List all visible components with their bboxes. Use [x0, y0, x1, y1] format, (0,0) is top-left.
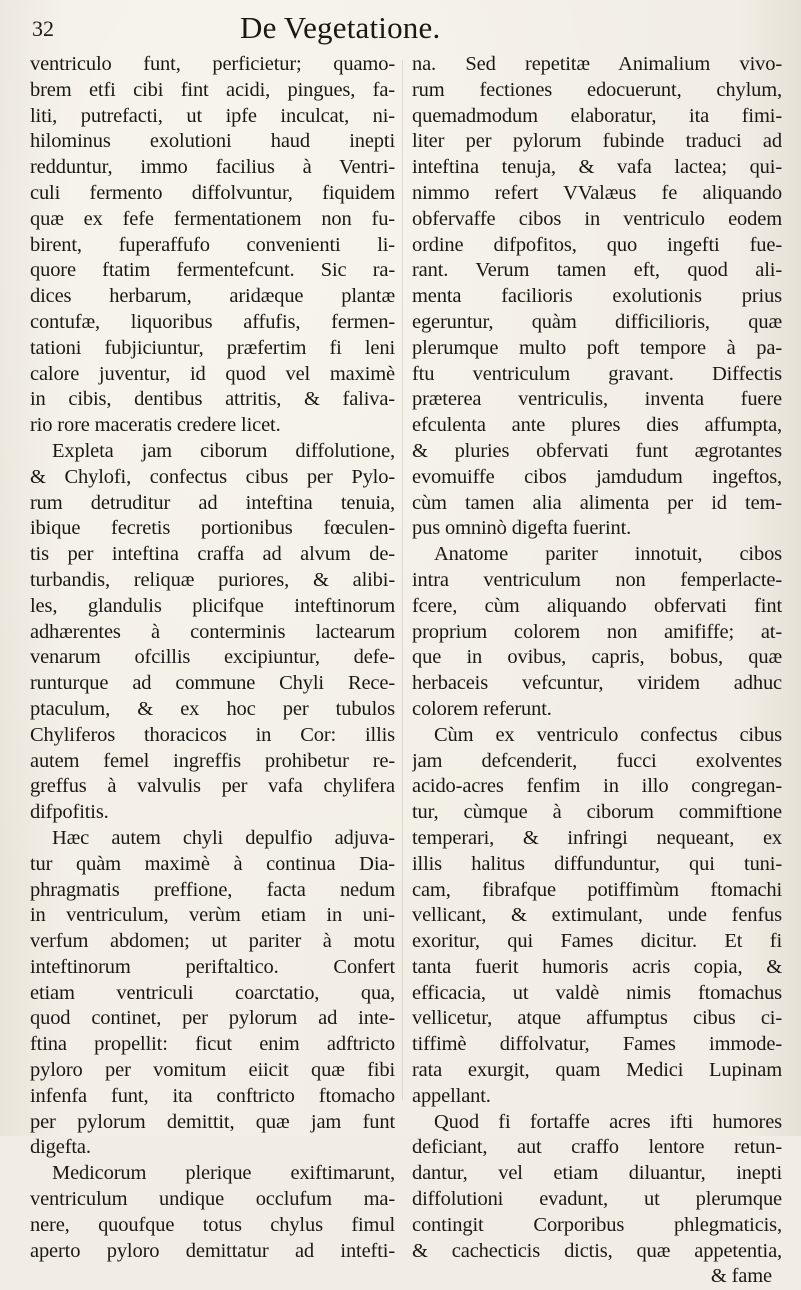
text-line: colorem referunt. — [412, 697, 552, 720]
text-line: jam defcenderit, fucci exolventes — [412, 749, 782, 772]
text-line: liti, putrefacti, ut ipfe inculcat, ni- — [30, 104, 395, 127]
text-line: rata exurgit, quam Medici Lupinam — [412, 1059, 782, 1082]
text-line: brem etfi cibi fint acidi, pingues, fa- — [30, 78, 395, 101]
text-line: les, glandulis plicifque inteftinorum — [30, 594, 395, 617]
text-line: tur quàm maximè à continua Dia- — [30, 852, 395, 875]
text-line: in ventriculum, verùm etiam in uni- — [30, 904, 395, 927]
text-line: vellicant, & extimulant, unde fenfus — [412, 904, 782, 927]
text-line: & fame — [710, 1265, 772, 1288]
text-line: Anatome pariter innotuit, cibos — [434, 543, 782, 566]
text-line: inteftina tenuja, & vafa lactea; qui- — [412, 156, 782, 179]
text-line: appellant. — [412, 1084, 491, 1107]
text-line: obfervaffe cibos in ventriculo eodem — [412, 207, 782, 230]
text-line: tanta fuerit humoris acris copia, & — [412, 955, 782, 978]
text-line: cùm tamen alia alimenta per id tem- — [412, 491, 782, 514]
text-line: cam, fibrafque potiffimùm ftomachi — [412, 878, 782, 901]
text-line: que in ovibus, capris, bobus, quæ — [412, 646, 782, 669]
text-line: rant. Verum tamen eft, quod ali- — [412, 259, 782, 282]
text-line: & pluries obfervati funt ægrotantes — [412, 439, 782, 462]
text-line: proprium colorem non amififfe; at- — [412, 620, 782, 643]
text-line: tur, cùmque à ciborum commiftione — [412, 801, 782, 824]
text-line: quore ftatim fermentefcunt. Sic ra- — [30, 259, 395, 282]
text-line: ftina propellit: ficut enim adftricto — [30, 1033, 395, 1056]
text-line: calore juventur, id quod vel maximè — [30, 362, 395, 385]
text-line: hilominus exolutioni haud inepti — [30, 130, 395, 153]
page-header — [0, 10, 801, 46]
text-line: exoritur, qui Fames dicitur. Et fi — [412, 930, 782, 953]
text-line: intra ventriculum non femperlacte- — [412, 568, 782, 591]
text-line: herbaceis vefcuntur, viridem adhuc — [412, 672, 782, 695]
text-line: quemadmodum elaboratur, ita fimi- — [412, 104, 782, 127]
text-line: illis halitus diffunduntur, qui tuni- — [412, 852, 782, 875]
text-line: egeruntur, quàm difficilioris, quæ — [412, 310, 782, 333]
right-text-column — [412, 52, 782, 1290]
text-line: nere, quoufque totus chylus fimul — [30, 1213, 395, 1236]
text-line: rum detruditur ad inteftina tenuia, — [30, 491, 395, 514]
text-line: ventriculo funt, perficietur; quamo- — [30, 53, 395, 75]
text-line: quod continet, per pylorum ad inte- — [30, 1007, 395, 1030]
text-line: Quod fi fortaffe acres ifti humores — [434, 1110, 782, 1133]
text-line: redduntur, immo facilius à Ventri- — [30, 156, 395, 179]
column-divider — [402, 60, 403, 1100]
text-line: adhærentes à conterminis lactearum — [30, 620, 395, 643]
text-line: tis per inteftina craffa ad alvum de- — [30, 543, 395, 566]
text-line: runturque ad commune Chyli Rece- — [30, 672, 395, 695]
text-line: rum fectiones edocuerunt, chylum, — [412, 78, 782, 101]
page-number: 32 — [32, 16, 54, 41]
text-line: contufæ, liquoribus affufis, fermen- — [30, 310, 395, 333]
text-line: temperari, & infringi nequeant, ex — [412, 826, 782, 849]
text-line: evomuiffe cibos jamdudum ingeftos, — [412, 465, 782, 488]
text-line: greffus à valvulis per vafa chylifera — [30, 775, 395, 798]
text-line: in cibis, dentibus attritis, & faliva- — [30, 388, 395, 411]
text-line: quæ ex fefe fermentationem non fu- — [30, 207, 395, 230]
running-title: De Vegetatione. — [240, 10, 441, 45]
text-line: culi fermento diffolvuntur, fiquidem — [30, 181, 395, 204]
text-line: pus omninò digefta fuerint. — [412, 517, 632, 540]
text-line: liter per pylorum fubinde traduci ad — [412, 130, 782, 153]
text-line: digefta. — [30, 1136, 91, 1159]
text-line: na. Sed repetitæ Animalium vivo- — [412, 53, 782, 75]
text-line: dices herbarum, aridæque plantæ — [30, 285, 395, 308]
text-line: birent, fuperaffufo convenienti li- — [30, 233, 395, 256]
text-line: tiffimè diffolvatur, Fames immode- — [412, 1033, 782, 1056]
text-line: diffolutioni evadunt, ut plerumque — [412, 1188, 782, 1211]
text-line: phragmatis preffione, facta nedum — [30, 878, 395, 901]
text-line: aperto pyloro demittatur ad intefti- — [30, 1239, 395, 1262]
text-line: dantur, vel etiam diluantur, inepti — [412, 1162, 782, 1185]
left-text-column — [30, 52, 395, 1264]
text-line: Hæc autem chyli depulfio adjuva- — [52, 826, 395, 849]
text-line: etiam ventriculi coarctatio, qua, — [30, 981, 395, 1004]
text-line: ibique fecretis portionibus fœculen- — [30, 517, 395, 540]
text-line: venarum ofcillis excipiuntur, defe- — [30, 646, 395, 669]
text-line: & cachecticis dictis, quæ appetentia, — [412, 1239, 782, 1262]
text-line: deficiant, aut craffo lentore retun- — [412, 1136, 782, 1159]
text-line: fcere, cùm aliquando obfervati fint — [412, 594, 782, 617]
text-line: per pylorum demittit, quæ jam funt — [30, 1110, 395, 1133]
text-line: infenfa funt, ita conftricto ftomacho — [30, 1084, 395, 1107]
text-line: difpofitis. — [30, 801, 109, 824]
text-line: Expleta jam ciborum diffolutione, — [52, 439, 395, 462]
text-line: verfum abdomen; ut pariter à motu — [30, 930, 395, 953]
text-line: Medicorum plerique exiftimarunt, — [52, 1162, 395, 1185]
text-line: Chyliferos thoracicos in Cor: illis — [30, 723, 395, 746]
text-line: ptaculum, & ex hoc per tubulos — [30, 697, 395, 720]
text-line: inteftinorum periftaltico. Confert — [30, 955, 395, 978]
text-line: præterea ventriculis, inventa fuere — [412, 388, 782, 411]
text-line: ftu ventriculum gravant. Diffectis — [412, 362, 782, 385]
text-line: & Chylofi, confectus cibus per Pylo- — [30, 465, 395, 488]
text-line: Cùm ex ventriculo confectus cibus — [434, 723, 782, 746]
text-line: pyloro per vomitum eiicit quæ fibi — [30, 1059, 395, 1082]
text-line: vellicetur, atque affumptus cibus ci- — [412, 1007, 782, 1030]
text-line: menta facilioris exolutionis prius — [412, 285, 782, 308]
text-line: efculenta ante plures dies affumpta, — [412, 414, 782, 437]
text-line: turbandis, reliquæ puriores, & alibi- — [30, 568, 395, 591]
text-line: ventriculum undique occlufum ma- — [30, 1188, 395, 1211]
text-line: tationi fubjiciuntur, præfertim fi leni — [30, 336, 395, 359]
text-line: nimmo refert VValæus fe aliquando — [412, 181, 782, 204]
text-line: ordine difpofitos, quo ingefti fue- — [412, 233, 782, 256]
text-line: plerumque multo poft tempore à pa- — [412, 336, 782, 359]
text-line: acido-acres fenfim in illo congregan- — [412, 775, 782, 798]
text-line: efficacia, ut valdè nimis ftomachus — [412, 981, 782, 1004]
text-line: contingit Corporibus phlegmaticis, — [412, 1213, 782, 1236]
text-line: autem femel ingreffis prohibetur re- — [30, 749, 395, 772]
text-line: rio rore maceratis credere licet. — [30, 414, 281, 437]
